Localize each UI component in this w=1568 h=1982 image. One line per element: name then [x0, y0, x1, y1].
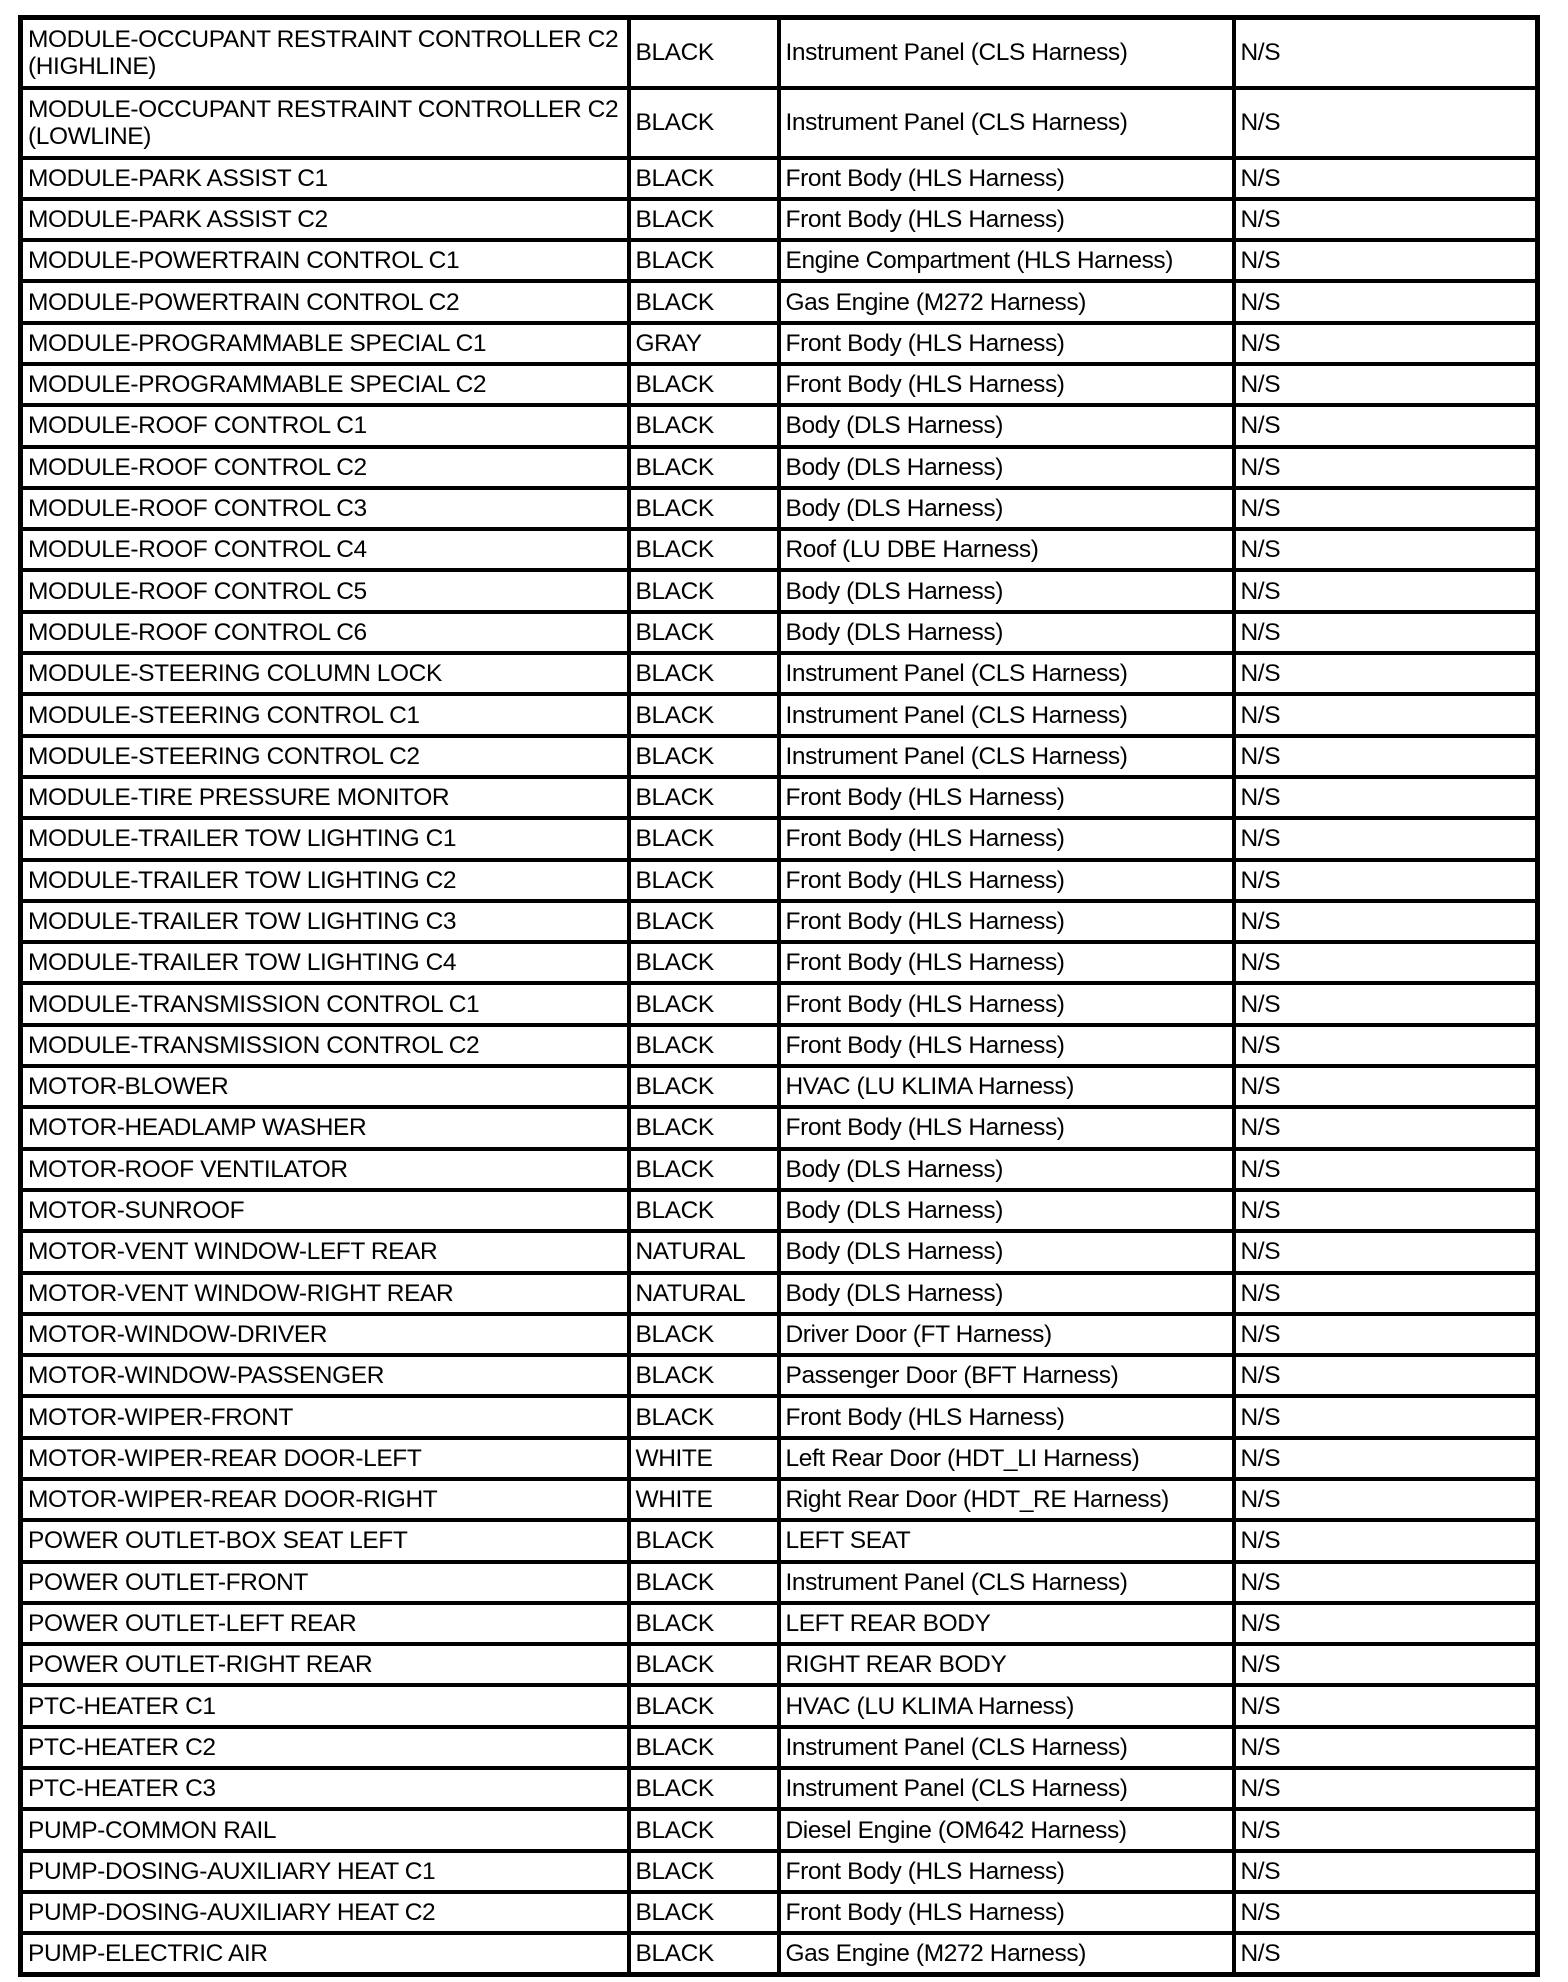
status-cell: N/S	[1234, 1355, 1538, 1396]
location-cell: Roof (LU DBE Harness)	[779, 529, 1234, 570]
table-row	[21, 1396, 1538, 1437]
connector-color-cell: BLACK	[629, 1149, 779, 1190]
component-cell: MODULE-TRAILER TOW LIGHTING C1	[21, 818, 629, 859]
component-cell: POWER OUTLET-BOX SEAT LEFT	[21, 1520, 629, 1561]
connector-color-cell: BLACK	[629, 529, 779, 570]
status-cell: N/S	[1234, 1066, 1538, 1107]
status-cell: N/S	[1234, 1685, 1538, 1726]
status-cell: N/S	[1234, 1273, 1538, 1314]
location-cell: Front Body (HLS Harness)	[779, 901, 1234, 942]
table-row	[21, 1851, 1538, 1892]
table-row	[21, 1025, 1538, 1066]
component-cell: PUMP-COMMON RAIL	[21, 1809, 629, 1850]
component-cell: MOTOR-ROOF VENTILATOR	[21, 1149, 629, 1190]
location-cell: Driver Door (FT Harness)	[779, 1314, 1234, 1355]
component-cell: MOTOR-WINDOW-DRIVER	[21, 1314, 629, 1355]
location-cell: Body (DLS Harness)	[779, 612, 1234, 653]
status-cell: N/S	[1234, 1025, 1538, 1066]
status-cell: N/S	[1234, 199, 1538, 240]
table-row	[21, 818, 1538, 859]
component-cell: POWER OUTLET-RIGHT REAR	[21, 1644, 629, 1685]
connector-table	[18, 15, 1540, 1977]
component-cell: MODULE-PROGRAMMABLE SPECIAL C2	[21, 364, 629, 405]
table-row	[21, 1768, 1538, 1809]
status-cell: N/S	[1234, 612, 1538, 653]
table-row	[21, 88, 1538, 158]
component-cell: MODULE-TRANSMISSION CONTROL C1	[21, 983, 629, 1024]
component-cell: MOTOR-VENT WINDOW-LEFT REAR	[21, 1231, 629, 1272]
connector-color-cell: BLACK	[629, 1355, 779, 1396]
table-row	[21, 860, 1538, 901]
connector-color-cell: BLACK	[629, 1851, 779, 1892]
status-cell: N/S	[1234, 1603, 1538, 1644]
connector-color-cell: BLACK	[629, 860, 779, 901]
component-cell: MODULE-STEERING CONTROL C1	[21, 694, 629, 735]
table-row	[21, 1644, 1538, 1685]
connector-color-cell: BLACK	[629, 88, 779, 158]
component-cell: MODULE-PARK ASSIST C2	[21, 199, 629, 240]
location-cell: Body (DLS Harness)	[779, 570, 1234, 611]
component-cell: PUMP-DOSING-AUXILIARY HEAT C2	[21, 1892, 629, 1933]
table-row	[21, 1066, 1538, 1107]
status-cell: N/S	[1234, 529, 1538, 570]
component-cell: PUMP-DOSING-AUXILIARY HEAT C1	[21, 1851, 629, 1892]
connector-color-cell: BLACK	[629, 488, 779, 529]
connector-color-cell: BLACK	[629, 405, 779, 446]
status-cell: N/S	[1234, 488, 1538, 529]
connector-color-cell: BLACK	[629, 1396, 779, 1437]
component-cell: MOTOR-WIPER-REAR DOOR-LEFT	[21, 1438, 629, 1479]
status-cell: N/S	[1234, 1933, 1538, 1974]
table-row	[21, 1685, 1538, 1726]
location-cell: Front Body (HLS Harness)	[779, 777, 1234, 818]
connector-color-cell: WHITE	[629, 1479, 779, 1520]
connector-color-cell: BLACK	[629, 158, 779, 199]
location-cell: Front Body (HLS Harness)	[779, 860, 1234, 901]
location-cell: Body (DLS Harness)	[779, 1190, 1234, 1231]
table-row	[21, 1273, 1538, 1314]
component-cell: MODULE-ROOF CONTROL C4	[21, 529, 629, 570]
status-cell: N/S	[1234, 1438, 1538, 1479]
connector-color-cell: WHITE	[629, 1438, 779, 1479]
table-row	[21, 612, 1538, 653]
table-row	[21, 1479, 1538, 1520]
table-row	[21, 983, 1538, 1024]
location-cell: Instrument Panel (CLS Harness)	[779, 88, 1234, 158]
component-cell: MODULE-OCCUPANT RESTRAINT CONTROLLER C2 (LOWLINE)	[21, 88, 629, 158]
connector-color-cell: BLACK	[629, 281, 779, 322]
location-cell: Left Rear Door (HDT_LI Harness)	[779, 1438, 1234, 1479]
connector-color-cell: GRAY	[629, 323, 779, 364]
connector-color-cell: BLACK	[629, 1809, 779, 1850]
location-cell: Instrument Panel (CLS Harness)	[779, 1768, 1234, 1809]
table-row	[21, 323, 1538, 364]
table-row	[21, 1603, 1538, 1644]
table-row	[21, 942, 1538, 983]
location-cell: Body (DLS Harness)	[779, 1149, 1234, 1190]
connector-color-cell: BLACK	[629, 777, 779, 818]
connector-color-cell: BLACK	[629, 694, 779, 735]
connector-color-cell: BLACK	[629, 1520, 779, 1561]
table-row	[21, 158, 1538, 199]
status-cell: N/S	[1234, 1727, 1538, 1768]
component-cell: MODULE-TRANSMISSION CONTROL C2	[21, 1025, 629, 1066]
location-cell: Instrument Panel (CLS Harness)	[779, 1727, 1234, 1768]
connector-color-cell: NATURAL	[629, 1273, 779, 1314]
status-cell: N/S	[1234, 694, 1538, 735]
table-row	[21, 1149, 1538, 1190]
location-cell: Gas Engine (M272 Harness)	[779, 281, 1234, 322]
location-cell: Front Body (HLS Harness)	[779, 1107, 1234, 1148]
location-cell: Instrument Panel (CLS Harness)	[779, 694, 1234, 735]
status-cell: N/S	[1234, 1768, 1538, 1809]
location-cell: LEFT REAR BODY	[779, 1603, 1234, 1644]
component-cell: MODULE-OCCUPANT RESTRAINT CONTROLLER C2 (HIGHLINE)	[21, 18, 629, 88]
component-cell: MODULE-TIRE PRESSURE MONITOR	[21, 777, 629, 818]
component-cell: MODULE-PROGRAMMABLE SPECIAL C1	[21, 323, 629, 364]
location-cell: Instrument Panel (CLS Harness)	[779, 653, 1234, 694]
status-cell: N/S	[1234, 1231, 1538, 1272]
table-row	[21, 1933, 1538, 1974]
location-cell: Front Body (HLS Harness)	[779, 983, 1234, 1024]
status-cell: N/S	[1234, 942, 1538, 983]
table-row	[21, 694, 1538, 735]
component-cell: MODULE-ROOF CONTROL C3	[21, 488, 629, 529]
component-cell: MOTOR-HEADLAMP WASHER	[21, 1107, 629, 1148]
component-cell: PTC-HEATER C3	[21, 1768, 629, 1809]
connector-color-cell: BLACK	[629, 240, 779, 281]
component-cell: MODULE-TRAILER TOW LIGHTING C4	[21, 942, 629, 983]
table-row	[21, 1231, 1538, 1272]
table-row	[21, 1520, 1538, 1561]
status-cell: N/S	[1234, 1479, 1538, 1520]
status-cell: N/S	[1234, 1851, 1538, 1892]
connector-color-cell: BLACK	[629, 1314, 779, 1355]
table-row	[21, 1562, 1538, 1603]
connector-color-cell: BLACK	[629, 1685, 779, 1726]
location-cell: Front Body (HLS Harness)	[779, 364, 1234, 405]
status-cell: N/S	[1234, 736, 1538, 777]
component-cell: MODULE-POWERTRAIN CONTROL C1	[21, 240, 629, 281]
connector-color-cell: BLACK	[629, 1107, 779, 1148]
component-cell: MODULE-STEERING COLUMN LOCK	[21, 653, 629, 694]
connector-color-cell: BLACK	[629, 1066, 779, 1107]
table-row	[21, 1314, 1538, 1355]
location-cell: Passenger Door (BFT Harness)	[779, 1355, 1234, 1396]
location-cell: Gas Engine (M272 Harness)	[779, 1933, 1234, 1974]
location-cell: HVAC (LU KLIMA Harness)	[779, 1685, 1234, 1726]
connector-color-cell: BLACK	[629, 983, 779, 1024]
component-cell: POWER OUTLET-LEFT REAR	[21, 1603, 629, 1644]
component-cell: PTC-HEATER C2	[21, 1727, 629, 1768]
status-cell: N/S	[1234, 653, 1538, 694]
status-cell: N/S	[1234, 1520, 1538, 1561]
connector-color-cell: BLACK	[629, 364, 779, 405]
component-cell: MOTOR-WIPER-REAR DOOR-RIGHT	[21, 1479, 629, 1520]
status-cell: N/S	[1234, 1644, 1538, 1685]
location-cell: LEFT SEAT	[779, 1520, 1234, 1561]
status-cell: N/S	[1234, 281, 1538, 322]
connector-color-cell: BLACK	[629, 736, 779, 777]
location-cell: Front Body (HLS Harness)	[779, 818, 1234, 859]
location-cell: HVAC (LU KLIMA Harness)	[779, 1066, 1234, 1107]
location-cell: Diesel Engine (OM642 Harness)	[779, 1809, 1234, 1850]
status-cell: N/S	[1234, 818, 1538, 859]
table-row	[21, 1809, 1538, 1850]
table-row	[21, 570, 1538, 611]
table-row	[21, 1892, 1538, 1933]
connector-color-cell: BLACK	[629, 447, 779, 488]
table-row	[21, 18, 1538, 88]
connector-color-cell: BLACK	[629, 570, 779, 611]
connector-color-cell: BLACK	[629, 1892, 779, 1933]
connector-color-cell: BLACK	[629, 1933, 779, 1974]
location-cell: Instrument Panel (CLS Harness)	[779, 736, 1234, 777]
status-cell: N/S	[1234, 1396, 1538, 1437]
connector-color-cell: BLACK	[629, 1727, 779, 1768]
location-cell: Body (DLS Harness)	[779, 488, 1234, 529]
connector-color-cell: BLACK	[629, 1025, 779, 1066]
status-cell: N/S	[1234, 570, 1538, 611]
location-cell: Front Body (HLS Harness)	[779, 323, 1234, 364]
location-cell: Front Body (HLS Harness)	[779, 199, 1234, 240]
status-cell: N/S	[1234, 1149, 1538, 1190]
component-cell: MODULE-POWERTRAIN CONTROL C2	[21, 281, 629, 322]
location-cell: Instrument Panel (CLS Harness)	[779, 1562, 1234, 1603]
status-cell: N/S	[1234, 1314, 1538, 1355]
table-row	[21, 1355, 1538, 1396]
location-cell: Front Body (HLS Harness)	[779, 1851, 1234, 1892]
component-cell: MODULE-ROOF CONTROL C1	[21, 405, 629, 446]
location-cell: Front Body (HLS Harness)	[779, 1396, 1234, 1437]
status-cell: N/S	[1234, 1892, 1538, 1933]
table-row	[21, 529, 1538, 570]
connector-color-cell: BLACK	[629, 199, 779, 240]
component-cell: MODULE-STEERING CONTROL C2	[21, 736, 629, 777]
table-row	[21, 488, 1538, 529]
location-cell: Engine Compartment (HLS Harness)	[779, 240, 1234, 281]
status-cell: N/S	[1234, 1190, 1538, 1231]
connector-color-cell: BLACK	[629, 612, 779, 653]
status-cell: N/S	[1234, 1562, 1538, 1603]
component-cell: PTC-HEATER C1	[21, 1685, 629, 1726]
status-cell: N/S	[1234, 1809, 1538, 1850]
location-cell: RIGHT REAR BODY	[779, 1644, 1234, 1685]
table-body	[21, 18, 1538, 1975]
component-cell: MODULE-TRAILER TOW LIGHTING C2	[21, 860, 629, 901]
component-cell: MODULE-ROOF CONTROL C2	[21, 447, 629, 488]
connector-color-cell: BLACK	[629, 1768, 779, 1809]
table-row	[21, 199, 1538, 240]
status-cell: N/S	[1234, 1107, 1538, 1148]
table-row	[21, 901, 1538, 942]
location-cell: Front Body (HLS Harness)	[779, 158, 1234, 199]
connector-color-cell: BLACK	[629, 1603, 779, 1644]
status-cell: N/S	[1234, 777, 1538, 818]
status-cell: N/S	[1234, 323, 1538, 364]
table-row	[21, 1727, 1538, 1768]
location-cell: Right Rear Door (HDT_RE Harness)	[779, 1479, 1234, 1520]
connector-color-cell: BLACK	[629, 1190, 779, 1231]
table-row	[21, 240, 1538, 281]
table-row	[21, 1190, 1538, 1231]
location-cell: Front Body (HLS Harness)	[779, 1892, 1234, 1933]
status-cell: N/S	[1234, 983, 1538, 1024]
table-row	[21, 447, 1538, 488]
component-cell: POWER OUTLET-FRONT	[21, 1562, 629, 1603]
location-cell: Front Body (HLS Harness)	[779, 1025, 1234, 1066]
component-cell: MOTOR-VENT WINDOW-RIGHT REAR	[21, 1273, 629, 1314]
table-row	[21, 777, 1538, 818]
location-cell: Front Body (HLS Harness)	[779, 942, 1234, 983]
connector-color-cell: BLACK	[629, 901, 779, 942]
status-cell: N/S	[1234, 447, 1538, 488]
status-cell: N/S	[1234, 18, 1538, 88]
component-cell: MOTOR-SUNROOF	[21, 1190, 629, 1231]
component-cell: MOTOR-BLOWER	[21, 1066, 629, 1107]
component-cell: MOTOR-WINDOW-PASSENGER	[21, 1355, 629, 1396]
status-cell: N/S	[1234, 88, 1538, 158]
component-cell: MOTOR-WIPER-FRONT	[21, 1396, 629, 1437]
connector-color-cell: BLACK	[629, 653, 779, 694]
component-cell: MODULE-TRAILER TOW LIGHTING C3	[21, 901, 629, 942]
connector-color-cell: BLACK	[629, 942, 779, 983]
connector-color-cell: BLACK	[629, 18, 779, 88]
location-cell: Body (DLS Harness)	[779, 405, 1234, 446]
location-cell: Instrument Panel (CLS Harness)	[779, 18, 1234, 88]
table-row	[21, 653, 1538, 694]
status-cell: N/S	[1234, 901, 1538, 942]
component-cell: MODULE-ROOF CONTROL C5	[21, 570, 629, 611]
status-cell: N/S	[1234, 158, 1538, 199]
location-cell: Body (DLS Harness)	[779, 1273, 1234, 1314]
component-cell: PUMP-ELECTRIC AIR	[21, 1933, 629, 1974]
component-cell: MODULE-ROOF CONTROL C6	[21, 612, 629, 653]
table-row	[21, 281, 1538, 322]
table-row	[21, 1438, 1538, 1479]
connector-color-cell: BLACK	[629, 1562, 779, 1603]
table-row	[21, 736, 1538, 777]
connector-color-cell: BLACK	[629, 1644, 779, 1685]
location-cell: Body (DLS Harness)	[779, 1231, 1234, 1272]
connector-color-cell: NATURAL	[629, 1231, 779, 1272]
connector-color-cell: BLACK	[629, 818, 779, 859]
location-cell: Body (DLS Harness)	[779, 447, 1234, 488]
status-cell: N/S	[1234, 405, 1538, 446]
table-row	[21, 1107, 1538, 1148]
table-row	[21, 405, 1538, 446]
status-cell: N/S	[1234, 860, 1538, 901]
status-cell: N/S	[1234, 240, 1538, 281]
component-cell: MODULE-PARK ASSIST C1	[21, 158, 629, 199]
table-row	[21, 364, 1538, 405]
status-cell: N/S	[1234, 364, 1538, 405]
